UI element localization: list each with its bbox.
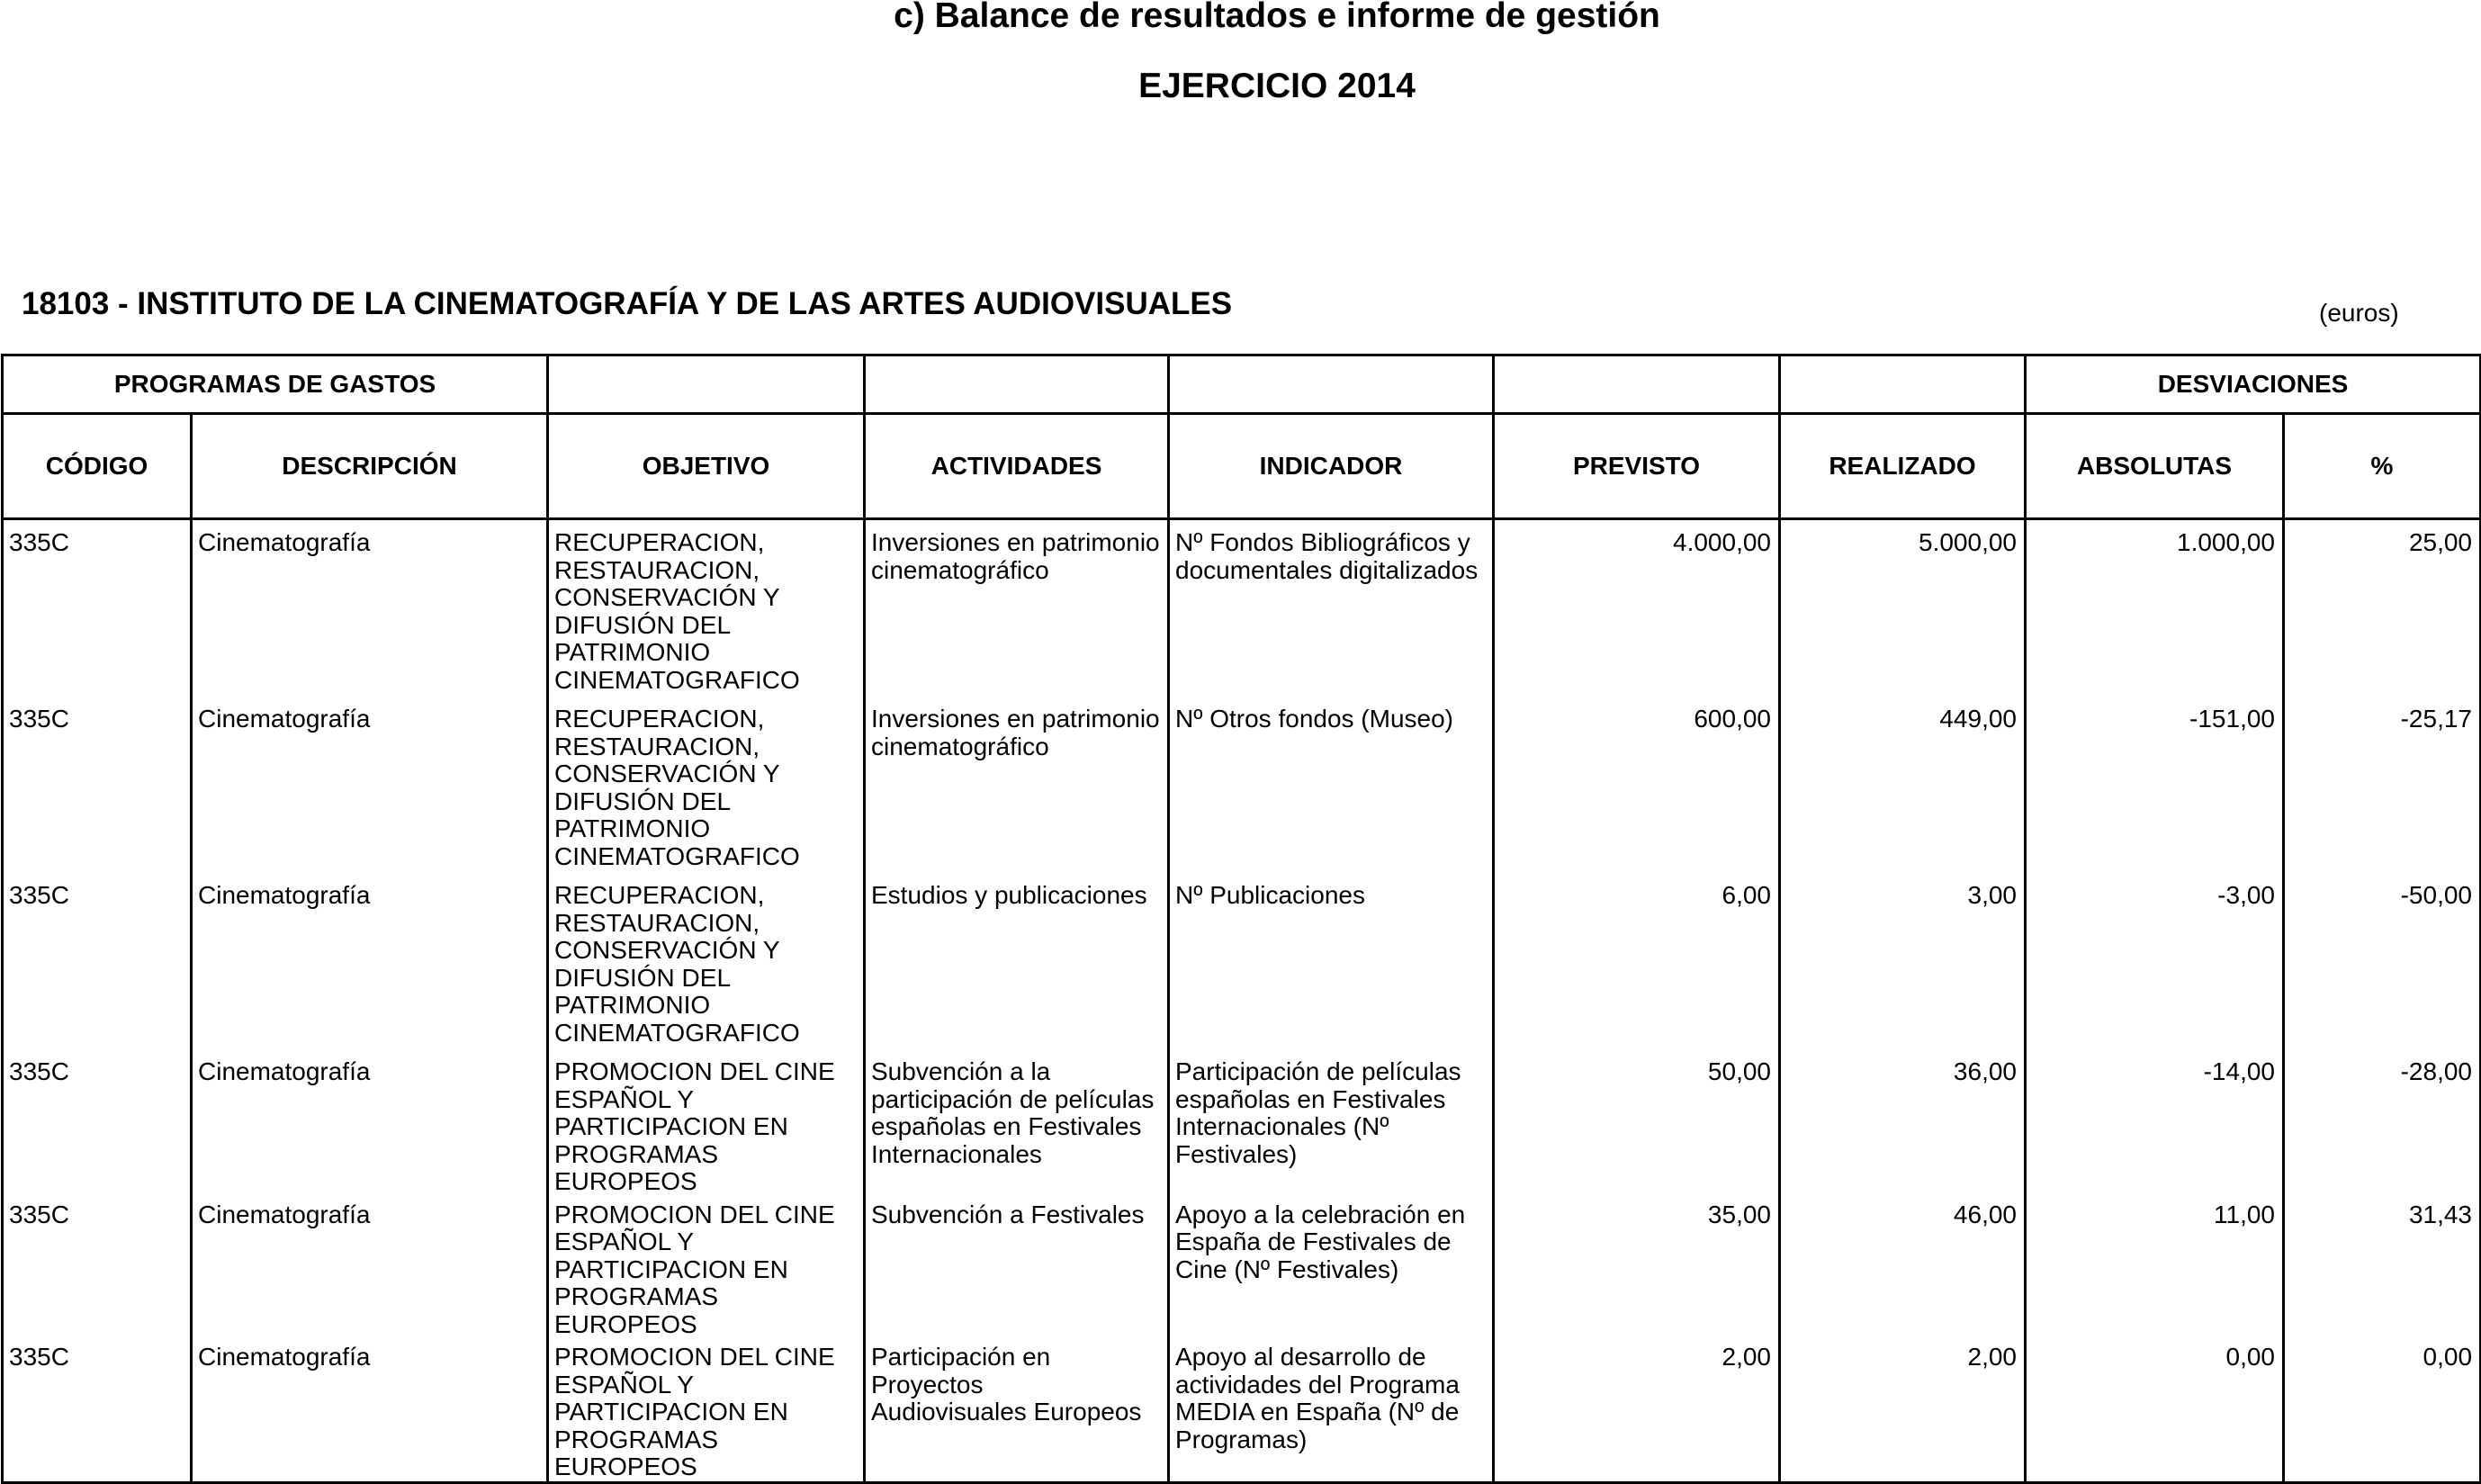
group-header-blank (1494, 355, 1780, 414)
currency-unit-label: (euros) (2319, 299, 2399, 327)
cell-actividades: Inversiones en patrimonio cinematográfico (865, 700, 1169, 877)
cell-objetivo: PROMOCION DEL CINE ESPAÑOL Y PARTICIPACION EN PROGRAMAS EUROPEOS (548, 1338, 865, 1482)
cell-previsto: 6,00 (1494, 877, 1780, 1053)
table-row (3, 519, 2481, 701)
cell-indicador: Apoyo a la celebración en España de Festivales de Cine (Nº Festivales) (1169, 1196, 1494, 1339)
cell-objetivo: RECUPERACION, RESTAURACION, CONSERVACIÓN Y DIFUSIÓN DEL PATRIMONIO CINEMATOGRAFICO (548, 519, 865, 701)
cell-absolutas: 11,00 (2026, 1196, 2284, 1339)
table-body (3, 519, 2481, 1483)
cell-realizado: 449,00 (1780, 700, 2026, 877)
table-row (3, 700, 2481, 877)
cell-indicador: Nº Publicaciones (1169, 877, 1494, 1053)
cell-objetivo: RECUPERACION, RESTAURACION, CONSERVACIÓN Y DIFUSIÓN DEL PATRIMONIO CINEMATOGRAFICO (548, 700, 865, 877)
cell-indicador: Apoyo al desarrollo de actividades del Programa MEDIA en España (Nº de Programas) (1169, 1338, 1494, 1482)
cell-previsto: 600,00 (1494, 700, 1780, 877)
cell-realizado: 3,00 (1780, 877, 2026, 1053)
cell-absolutas: -3,00 (2026, 877, 2284, 1053)
cell-realizado: 2,00 (1780, 1338, 2026, 1482)
table-row (3, 1196, 2481, 1339)
group-header-programas: PROGRAMAS DE GASTOS (3, 355, 548, 414)
cell-actividades: Subvención a la participación de películas españolas en Festivales Internacionales (865, 1053, 1169, 1196)
cell-previsto: 50,00 (1494, 1053, 1780, 1196)
column-header-porcentaje: % (2284, 414, 2481, 519)
cell-absolutas: -151,00 (2026, 700, 2284, 877)
column-header-realizado: REALIZADO (1780, 414, 2026, 519)
cell-actividades: Estudios y publicaciones (865, 877, 1169, 1053)
group-header-blank (1169, 355, 1494, 414)
group-header-blank (548, 355, 865, 414)
cell-codigo: 335C (3, 877, 192, 1053)
cell-indicador: Nº Otros fondos (Museo) (1169, 700, 1494, 877)
table-row (3, 1053, 2481, 1196)
cell-porcentaje: -25,17 (2284, 700, 2481, 877)
cell-porcentaje: 0,00 (2284, 1338, 2481, 1482)
cell-objetivo: PROMOCION DEL CINE ESPAÑOL Y PARTICIPACION EN PROGRAMAS EUROPEOS (548, 1053, 865, 1196)
cell-codigo: 335C (3, 1196, 192, 1339)
cell-descripcion: Cinematografía (192, 519, 548, 701)
group-header-blank (1780, 355, 2026, 414)
column-header-indicador: INDICADOR (1169, 414, 1494, 519)
group-header-blank (865, 355, 1169, 414)
group-header-desviaciones: DESVIACIONES (2026, 355, 2481, 414)
cell-descripcion: Cinematografía (192, 1053, 548, 1196)
column-header-actividades: ACTIVIDADES (865, 414, 1169, 519)
cell-descripcion: Cinematografía (192, 700, 548, 877)
cell-actividades: Participación en Proyectos Audiovisuales Europeos (865, 1338, 1169, 1482)
column-header-previsto: PREVISTO (1494, 414, 1780, 519)
cell-porcentaje: -28,00 (2284, 1053, 2481, 1196)
cell-actividades: Subvención a Festivales (865, 1196, 1169, 1339)
table-row (3, 1338, 2481, 1482)
cell-codigo: 335C (3, 1338, 192, 1482)
cell-realizado: 36,00 (1780, 1053, 2026, 1196)
table-row (3, 877, 2481, 1053)
column-header-objetivo: OBJETIVO (548, 414, 865, 519)
page-title: c) Balance de resultados e informe de gestión (894, 0, 1660, 35)
cell-codigo: 335C (3, 700, 192, 877)
cell-descripcion: Cinematografía (192, 877, 548, 1053)
cell-porcentaje: 31,43 (2284, 1196, 2481, 1339)
cell-indicador: Participación de películas españolas en Festivales Internacionales (Nº Festivales) (1169, 1053, 1494, 1196)
cell-porcentaje: 25,00 (2284, 519, 2481, 701)
column-header-codigo: CÓDIGO (3, 414, 192, 519)
organism-heading: 18103 - INSTITUTO DE LA CINEMATOGRAFÍA Y DE LAS ARTES AUDIOVISUALES (22, 286, 1233, 321)
cell-objetivo: RECUPERACION, RESTAURACION, CONSERVACIÓN Y DIFUSIÓN DEL PATRIMONIO CINEMATOGRAFICO (548, 877, 865, 1053)
results-table (1, 354, 2481, 1484)
cell-descripcion: Cinematografía (192, 1338, 548, 1482)
cell-objetivo: PROMOCION DEL CINE ESPAÑOL Y PARTICIPACION EN PROGRAMAS EUROPEOS (548, 1196, 865, 1339)
cell-indicador: Nº Fondos Bibliográficos y documentales digitalizados (1169, 519, 1494, 701)
column-header-descripcion: DESCRIPCIÓN (192, 414, 548, 519)
cell-descripcion: Cinematografía (192, 1196, 548, 1339)
cell-absolutas: -14,00 (2026, 1053, 2284, 1196)
cell-codigo: 335C (3, 1053, 192, 1196)
cell-realizado: 46,00 (1780, 1196, 2026, 1339)
cell-codigo: 335C (3, 519, 192, 701)
cell-absolutas: 1.000,00 (2026, 519, 2284, 701)
column-header-absolutas: ABSOLUTAS (2026, 414, 2284, 519)
cell-actividades: Inversiones en patrimonio cinematográfico (865, 519, 1169, 701)
cell-realizado: 5.000,00 (1780, 519, 2026, 701)
fiscal-year-heading: EJERCICIO 2014 (1138, 67, 1416, 105)
cell-previsto: 35,00 (1494, 1196, 1780, 1339)
cell-previsto: 4.000,00 (1494, 519, 1780, 701)
cell-porcentaje: -50,00 (2284, 877, 2481, 1053)
cell-absolutas: 0,00 (2026, 1338, 2284, 1482)
cell-previsto: 2,00 (1494, 1338, 1780, 1482)
